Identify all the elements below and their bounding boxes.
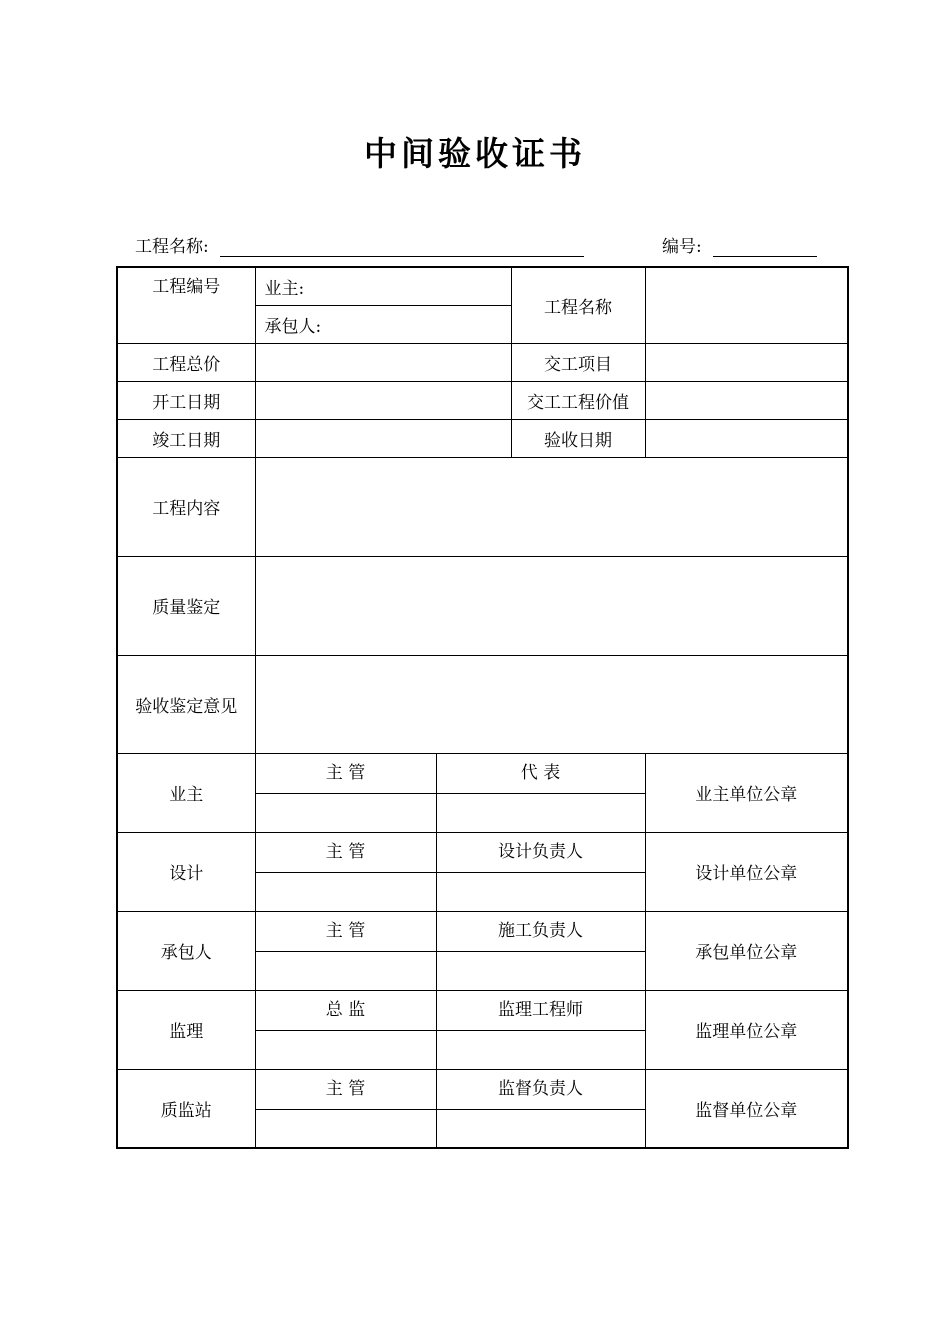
signature-seal-label: 设计单位公章 (645, 832, 848, 911)
handover-value-label: 交工工程价值 (511, 381, 645, 419)
total-price-label: 工程总价 (117, 343, 255, 381)
signature-role2-label: 施工负责人 (436, 911, 645, 951)
acceptance-form-table (116, 266, 849, 1149)
content-label: 工程内容 (117, 457, 255, 556)
quality-value[interactable] (255, 556, 848, 655)
signature-role2-field[interactable] (436, 872, 645, 911)
signature-role1-label: 总 监 (255, 990, 436, 1030)
acceptance-date-value[interactable] (645, 419, 848, 457)
signature-party-label: 监理 (117, 990, 255, 1069)
start-date-label: 开工日期 (117, 381, 255, 419)
signature-seal-label: 承包单位公章 (645, 911, 848, 990)
completion-date-value[interactable] (255, 419, 511, 457)
signature-role1-label: 主 管 (255, 1069, 436, 1109)
number-label: 编号: (662, 237, 702, 257)
signature-party-label: 设计 (117, 832, 255, 911)
handover-value-value[interactable] (645, 381, 848, 419)
handover-item-value[interactable] (645, 343, 848, 381)
opinion-value[interactable] (255, 655, 848, 753)
signature-seal-label: 业主单位公章 (645, 753, 848, 832)
completion-date-label: 竣工日期 (117, 419, 255, 457)
project-code-label: 工程编号 (117, 267, 255, 343)
total-price-value[interactable] (255, 343, 511, 381)
contractor-label: 承包人: (255, 305, 511, 343)
handover-item-label: 交工项目 (511, 343, 645, 381)
signature-role2-field[interactable] (436, 951, 645, 990)
signature-role1-field[interactable] (255, 1109, 436, 1148)
page-title: 中间验收证书 (364, 134, 586, 173)
signature-role2-label: 设计负责人 (436, 832, 645, 872)
project-name-cell-label: 工程名称 (511, 267, 645, 343)
project-name-value[interactable] (645, 267, 848, 343)
signature-role1-field[interactable] (255, 793, 436, 832)
signature-role1-field[interactable] (255, 872, 436, 911)
acceptance-date-label: 验收日期 (511, 419, 645, 457)
signature-role1-label: 主 管 (255, 911, 436, 951)
signature-role2-label: 监理工程师 (436, 990, 645, 1030)
number-field[interactable] (713, 238, 817, 257)
project-name-label: 工程名称: (135, 237, 209, 257)
signature-role2-label: 代 表 (436, 753, 645, 793)
start-date-value[interactable] (255, 381, 511, 419)
signature-role2-label: 监督负责人 (436, 1069, 645, 1109)
signature-seal-label: 监理单位公章 (645, 990, 848, 1069)
quality-label: 质量鉴定 (117, 556, 255, 655)
signature-role2-field[interactable] (436, 793, 645, 832)
signature-role1-label: 主 管 (255, 832, 436, 872)
signature-role1-label: 主 管 (255, 753, 436, 793)
owner-label: 业主: (255, 267, 511, 305)
opinion-label: 验收鉴定意见 (117, 655, 255, 753)
signature-role1-field[interactable] (255, 951, 436, 990)
content-value[interactable] (255, 457, 848, 556)
signature-party-label: 承包人 (117, 911, 255, 990)
signature-role2-field[interactable] (436, 1030, 645, 1069)
project-name-field[interactable] (220, 238, 584, 257)
signature-party-label: 业主 (117, 753, 255, 832)
signature-party-label: 质监站 (117, 1069, 255, 1148)
signature-seal-label: 监督单位公章 (645, 1069, 848, 1148)
signature-role2-field[interactable] (436, 1109, 645, 1148)
signature-role1-field[interactable] (255, 1030, 436, 1069)
project-name-row (135, 232, 584, 257)
number-row (662, 232, 817, 257)
